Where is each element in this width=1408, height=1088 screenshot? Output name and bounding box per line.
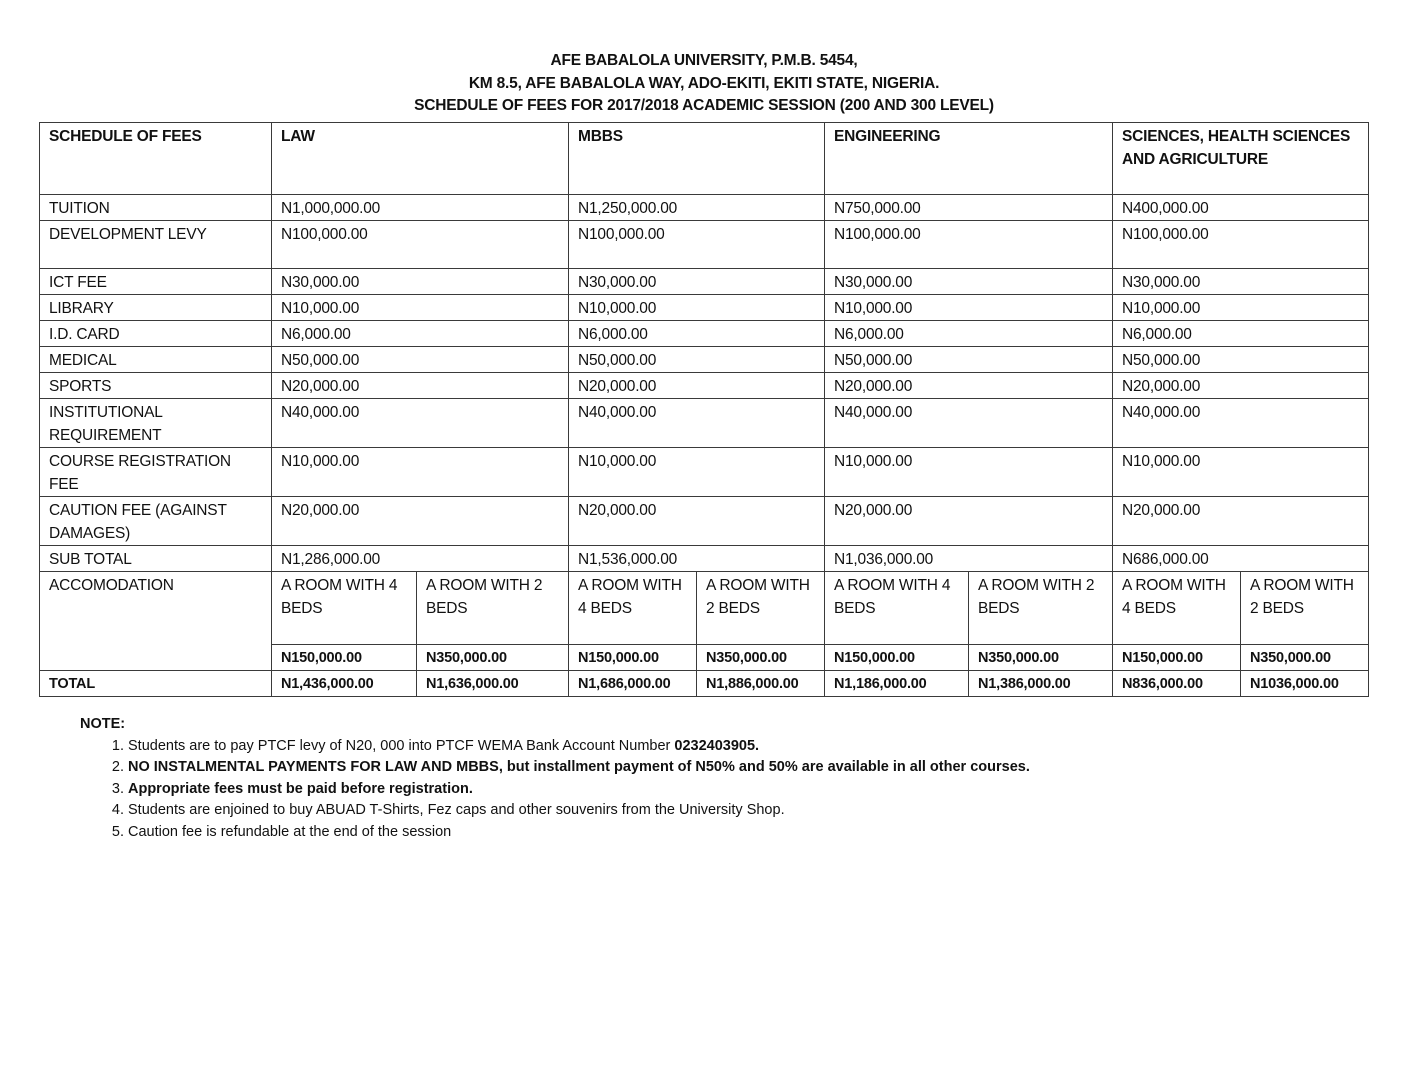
table-row [40,373,1369,399]
room-price: N150,000.00 [825,645,969,671]
fee-value-engineering: N10,000.00 [825,448,1113,497]
fee-label: CAUTION FEE (AGAINST DAMAGES) [40,497,272,546]
fee-value-engineering: N20,000.00 [825,497,1113,546]
total-value: N1,186,000.00 [825,671,969,697]
fee-value-law: N10,000.00 [272,295,569,321]
note-item-3: 3. Appropriate fees must be paid before registration. [128,779,1030,801]
room-price: N150,000.00 [272,645,417,671]
fee-value-sciences: N100,000.00 [1113,221,1369,269]
table-header-row [40,123,1369,195]
total-value: N1,386,000.00 [969,671,1113,697]
fee-label: LIBRARY [40,295,272,321]
fee-value-mbbs: N40,000.00 [569,399,825,448]
accommodation-label: ACCOMODATION [40,572,272,671]
note-item-5: 5. Caution fee is refundable at the end of the session [128,822,1030,844]
fee-value-sciences: N400,000.00 [1113,195,1369,221]
fee-value-engineering: N100,000.00 [825,221,1113,269]
room-price: N350,000.00 [697,645,825,671]
room-price: N350,000.00 [1241,645,1369,671]
document-header [0,50,1408,118]
fee-value-mbbs: N100,000.00 [569,221,825,269]
room-type: A ROOM WITH 4 BEDS [1113,572,1241,645]
fee-value-sciences: N686,000.00 [1113,546,1369,572]
note-item-1: 1. Students are to pay PTCF levy of N20, 000 into PTCF WEMA Bank Account Number 0232403905. [128,736,1030,758]
fee-value-engineering: N30,000.00 [825,269,1113,295]
fee-label: TUITION [40,195,272,221]
fee-value-mbbs: N10,000.00 [569,448,825,497]
total-value: N1036,000.00 [1241,671,1369,697]
fee-value-engineering: N10,000.00 [825,295,1113,321]
table-row [40,321,1369,347]
table-row [40,295,1369,321]
fee-value-mbbs: N10,000.00 [569,295,825,321]
notes-section [80,714,1030,844]
total-value: N1,686,000.00 [569,671,697,697]
room-type: A ROOM WITH 2 BEDS [417,572,569,645]
total-label: TOTAL [40,671,272,697]
accommodation-row [40,572,1369,645]
col-header-law: LAW [272,123,569,195]
room-type: A ROOM WITH 2 BEDS [697,572,825,645]
table-row [40,546,1369,572]
note-item-2: 2. NO INSTALMENTAL PAYMENTS FOR LAW AND MBBS, but installment payment of N50% and 50% are available in all other courses. [128,757,1030,779]
room-price: N150,000.00 [569,645,697,671]
room-type: A ROOM WITH 2 BEDS [969,572,1113,645]
fee-value-mbbs: N30,000.00 [569,269,825,295]
fee-value-law: N20,000.00 [272,373,569,399]
fee-value-sciences: N20,000.00 [1113,497,1369,546]
fee-value-sciences: N30,000.00 [1113,269,1369,295]
table-row [40,195,1369,221]
document-title: SCHEDULE OF FEES FOR 2017/2018 ACADEMIC SESSION (200 AND 300 LEVEL) [414,97,994,114]
fee-value-mbbs: N20,000.00 [569,373,825,399]
room-price: N150,000.00 [1113,645,1241,671]
fee-label: INSTITUTIONAL REQUIREMENT [40,399,272,448]
university-address: KM 8.5, AFE BABALOLA WAY, ADO-EKITI, EKITI STATE, NIGERIA. [468,74,940,92]
fee-value-law: N50,000.00 [272,347,569,373]
table-row [40,497,1369,546]
room-type: A ROOM WITH 4 BEDS [569,572,697,645]
col-header-sciences: SCIENCES, HEALTH SCIENCES AND AGRICULTURE [1113,123,1369,195]
fee-value-law: N1,000,000.00 [272,195,569,221]
fee-value-law: N6,000.00 [272,321,569,347]
fee-value-engineering: N1,036,000.00 [825,546,1113,572]
fee-value-law: N1,286,000.00 [272,546,569,572]
fee-value-law: N30,000.00 [272,269,569,295]
table-row [40,347,1369,373]
room-type: A ROOM WITH 4 BEDS [825,572,969,645]
fee-value-engineering: N50,000.00 [825,347,1113,373]
total-value: N836,000.00 [1113,671,1241,697]
notes-title: NOTE: [80,716,126,732]
fee-value-sciences: N10,000.00 [1113,448,1369,497]
note-item-4: 4. Students are enjoined to buy ABUAD T-Shirts, Fez caps and other souvenirs from the University Shop. [128,800,1030,822]
fee-value-law: N100,000.00 [272,221,569,269]
fee-label: DEVELOPMENT LEVY [40,221,272,269]
university-name: AFE BABALOLA UNIVERSITY, P.M.B. 5454, [550,52,858,69]
fee-label: MEDICAL [40,347,272,373]
fee-value-sciences: N50,000.00 [1113,347,1369,373]
fee-value-sciences: N6,000.00 [1113,321,1369,347]
fee-value-law: N40,000.00 [272,399,569,448]
room-type: A ROOM WITH 2 BEDS [1241,572,1369,645]
fee-label: ICT FEE [40,269,272,295]
fee-value-sciences: N40,000.00 [1113,399,1369,448]
col-header-engineering: ENGINEERING [825,123,1113,195]
fee-label: I.D. CARD [40,321,272,347]
table-row [40,448,1369,497]
total-row [40,671,1369,697]
col-header-mbbs: MBBS [569,123,825,195]
room-type: A ROOM WITH 4 BEDS [272,572,417,645]
fee-value-sciences: N10,000.00 [1113,295,1369,321]
total-value: N1,436,000.00 [272,671,417,697]
room-price: N350,000.00 [969,645,1113,671]
table-row [40,269,1369,295]
room-price: N350,000.00 [417,645,569,671]
fee-value-mbbs: N6,000.00 [569,321,825,347]
fee-value-law: N20,000.00 [272,497,569,546]
fee-label: COURSE REGISTRATION FEE [40,448,272,497]
fee-value-engineering: N6,000.00 [825,321,1113,347]
fee-value-engineering: N20,000.00 [825,373,1113,399]
fee-value-mbbs: N1,536,000.00 [569,546,825,572]
fee-value-sciences: N20,000.00 [1113,373,1369,399]
fee-value-engineering: N40,000.00 [825,399,1113,448]
fee-label: SPORTS [40,373,272,399]
fee-value-engineering: N750,000.00 [825,195,1113,221]
fee-value-mbbs: N50,000.00 [569,347,825,373]
fee-value-law: N10,000.00 [272,448,569,497]
total-value: N1,886,000.00 [697,671,825,697]
fee-value-mbbs: N1,250,000.00 [569,195,825,221]
fee-value-mbbs: N20,000.00 [569,497,825,546]
total-value: N1,636,000.00 [417,671,569,697]
fee-label: SUB TOTAL [40,546,272,572]
fees-table [39,122,1369,697]
col-header-schedule: SCHEDULE OF FEES [40,123,272,195]
table-row [40,221,1369,269]
table-row [40,399,1369,448]
